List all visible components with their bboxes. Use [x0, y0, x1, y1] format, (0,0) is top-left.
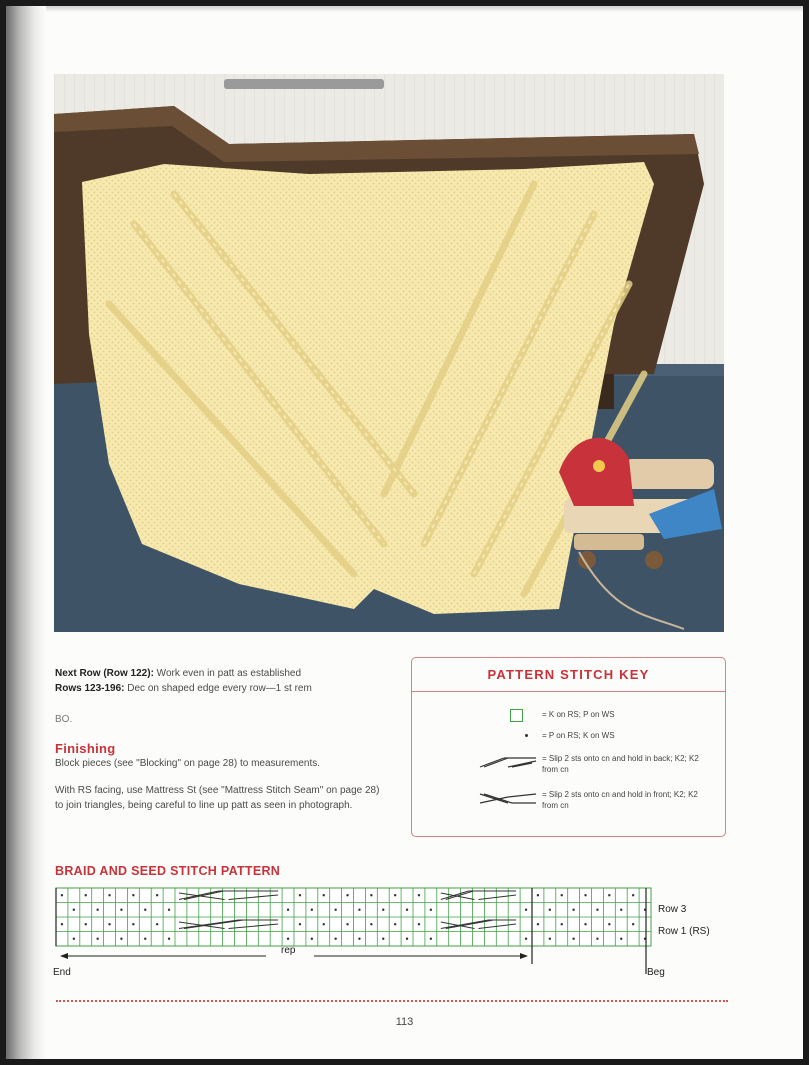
- instruction-rows-123-196: [55, 681, 385, 696]
- purl-dot: [61, 894, 63, 896]
- purl-dot: [156, 923, 158, 925]
- purl-dot: [132, 894, 134, 896]
- finishing-paragraph-2: With RS facing, use Mattress St (see "Mattress Stitch Seam" on page 28) to join triangles, being careful to line up patt as seen in photograph.: [55, 785, 380, 811]
- purl-dot: [299, 923, 301, 925]
- row-label-1-rs: Row 1 (RS): [658, 926, 710, 937]
- purl-dot: [549, 909, 551, 911]
- purl-dot: [394, 894, 396, 896]
- end-label: End: [53, 967, 71, 978]
- purl-dot: [382, 909, 384, 911]
- instruction-label: Next Row (Row 122):: [55, 668, 154, 679]
- purl-dot: [120, 938, 122, 940]
- purl-dot: [584, 923, 586, 925]
- purl-dot: [608, 923, 610, 925]
- blanket-photo: [54, 74, 724, 632]
- row-label-3: Row 3: [658, 904, 687, 915]
- purl-dot: [525, 909, 527, 911]
- purl-dot: [572, 909, 574, 911]
- purl-dot: [287, 909, 289, 911]
- purl-dot: [144, 909, 146, 911]
- cable-front-icon: [478, 791, 538, 805]
- purl-dot: [537, 894, 539, 896]
- purl-dot: [85, 923, 87, 925]
- purl-dot: [156, 894, 158, 896]
- purl-dot: [358, 909, 360, 911]
- page-top-edge: [6, 6, 803, 12]
- purl-dot: [525, 938, 527, 940]
- purl-dot: [358, 938, 360, 940]
- purl-dot: [334, 938, 336, 940]
- purl-dot: [61, 923, 63, 925]
- purl-dot: [406, 909, 408, 911]
- purl-dot: [323, 923, 325, 925]
- purl-dot: [430, 909, 432, 911]
- finishing-heading: Finishing: [55, 741, 116, 756]
- key-item-text: = P on RS; K on WS: [542, 731, 615, 740]
- knit-square-icon: [510, 709, 523, 722]
- purl-dot: [311, 909, 313, 911]
- purl-dot: [430, 938, 432, 940]
- purl-dot: [561, 923, 563, 925]
- key-item-text: = Slip 2 sts onto cn and hold in back; K2; K2 from cn: [542, 754, 699, 774]
- purl-dot: [334, 909, 336, 911]
- purl-dot: [632, 894, 634, 896]
- purl-dot: [108, 894, 110, 896]
- purl-dot: [168, 938, 170, 940]
- page-gutter-shadow: [6, 6, 46, 1059]
- purl-dot: [311, 938, 313, 940]
- beg-label: Beg: [647, 967, 665, 978]
- purl-dot: [608, 894, 610, 896]
- braid-seed-stitch-chart: [46, 884, 706, 984]
- purl-dot: [561, 894, 563, 896]
- purl-dot: [85, 894, 87, 896]
- page-number: 113: [395, 1016, 414, 1028]
- purl-dot: [620, 938, 622, 940]
- bind-off-text: BO.: [55, 714, 73, 725]
- purl-dot: [620, 909, 622, 911]
- rep-arrowhead-left: [60, 953, 68, 959]
- purl-dot-icon: [525, 734, 528, 737]
- purl-dot: [394, 923, 396, 925]
- purl-dot: [346, 894, 348, 896]
- purl-dot: [108, 923, 110, 925]
- dotted-divider: [56, 1000, 728, 1002]
- purl-dot: [418, 923, 420, 925]
- blanket-photo-illustration: [54, 74, 724, 632]
- purl-dot: [132, 923, 134, 925]
- purl-dot: [572, 938, 574, 940]
- instructions-column: [55, 666, 385, 813]
- rep-arrowhead-right: [520, 953, 528, 959]
- purl-dot: [96, 909, 98, 911]
- book-page: [6, 6, 803, 1059]
- purl-dot: [73, 909, 75, 911]
- purl-dot: [120, 909, 122, 911]
- key-item-text: = K on RS; P on WS: [542, 710, 615, 719]
- purl-dot: [537, 923, 539, 925]
- cable-back-icon: [478, 755, 538, 769]
- purl-dot: [549, 938, 551, 940]
- purl-dot: [406, 938, 408, 940]
- purl-dot: [299, 894, 301, 896]
- purl-dot: [323, 894, 325, 896]
- chart-grid: [56, 888, 651, 946]
- purl-dot: [632, 923, 634, 925]
- key-item-text: = Slip 2 sts onto cn and hold in front; K2; K2 from cn: [542, 790, 698, 810]
- purl-dot: [596, 909, 598, 911]
- purl-dot: [96, 938, 98, 940]
- instruction-text: Dec on shaped edge every row—1 st rem: [124, 683, 312, 694]
- rep-label: rep: [281, 945, 296, 956]
- pattern-stitch-key: [411, 657, 726, 837]
- instruction-label: Rows 123-196:: [55, 683, 125, 694]
- purl-dot: [382, 938, 384, 940]
- instruction-text: Work even in patt as established: [153, 668, 302, 679]
- finishing-paragraph-1: Block pieces (see "Blocking" on page 28) to measurements.: [55, 758, 321, 769]
- purl-dot: [168, 909, 170, 911]
- purl-dot: [73, 938, 75, 940]
- purl-dot: [596, 938, 598, 940]
- instruction-row-122: [55, 666, 385, 681]
- purl-dot: [370, 923, 372, 925]
- stitch-key-title: PATTERN STITCH KEY: [412, 658, 725, 692]
- purl-dot: [287, 938, 289, 940]
- chart-title: BRAID AND SEED STITCH PATTERN: [55, 864, 281, 878]
- purl-dot: [584, 894, 586, 896]
- purl-dot: [144, 938, 146, 940]
- purl-dot: [346, 923, 348, 925]
- purl-dot: [418, 894, 420, 896]
- purl-dot: [370, 894, 372, 896]
